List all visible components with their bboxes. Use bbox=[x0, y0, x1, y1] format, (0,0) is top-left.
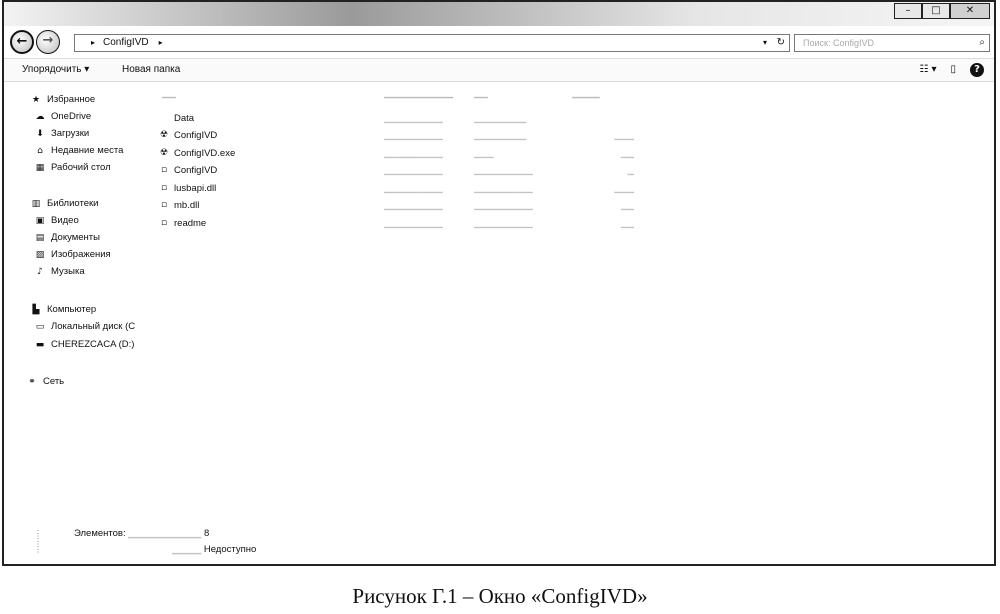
elements-dim-text: ▁▁▁▁▁▁▁▁▁▁ bbox=[128, 528, 204, 539]
file-type: ▁▁▁▁▁▁▁▁▁ bbox=[474, 218, 533, 228]
local-disk-icon: ▭ bbox=[35, 321, 45, 332]
file-type: ▁▁▁▁▁▁▁▁▁ bbox=[474, 200, 533, 210]
search-placeholder: Поиск: ConfigIVD bbox=[803, 38, 874, 48]
file-name: ▫ readme bbox=[158, 215, 206, 232]
elements-label: Элементов: bbox=[74, 528, 126, 539]
recent-places-icon: ⌂ bbox=[37, 145, 43, 156]
file-row-configivd-settings[interactable] bbox=[154, 162, 654, 179]
sidebar-item-onedrive[interactable]: ☁ OneDrive bbox=[35, 111, 92, 122]
figure-caption: Рисунок Г.1 – Окно «ConfigIVD» bbox=[352, 584, 648, 608]
forward-button[interactable]: → bbox=[36, 30, 60, 54]
file-row-readme[interactable] bbox=[154, 215, 654, 232]
file-date: ▁▁▁▁▁▁▁▁▁ bbox=[384, 218, 443, 228]
elements-count: 8 bbox=[203, 528, 210, 539]
breadcrumb-configivd[interactable]: ConfigIVD bbox=[103, 37, 149, 48]
details-icon: ⋮ ⋮ ⋮ bbox=[34, 529, 42, 554]
sidebar-item-video[interactable]: ▣ Видео bbox=[35, 215, 79, 226]
file-name: ☢ ConfigIVD bbox=[158, 127, 217, 144]
file-size: ▁▁▁ bbox=[614, 183, 634, 193]
file-name: ▫ lusbapi.dll bbox=[158, 180, 216, 197]
file-row-data[interactable] bbox=[154, 110, 654, 127]
views-icon[interactable]: ☷ ▾ bbox=[919, 64, 937, 75]
file-name: ☢ ConfigIVD.exe bbox=[158, 145, 235, 162]
file-date: ▁▁▁▁▁▁▁▁▁ bbox=[384, 130, 443, 140]
drive-icon: ▬ bbox=[35, 339, 45, 350]
file-row-lusbapi-dll[interactable] bbox=[154, 180, 654, 197]
close-button[interactable]: ✕ bbox=[950, 3, 990, 19]
file-name: ▫ mb.dll bbox=[158, 197, 199, 214]
toolbar-right bbox=[919, 59, 984, 81]
sidebar-item-recent-places[interactable]: ⌂ Недавние места bbox=[34, 145, 123, 156]
file-list bbox=[154, 86, 994, 526]
dll-file-icon: ▫ bbox=[160, 200, 168, 210]
network-icon: ⚭ bbox=[28, 376, 36, 387]
sidebar-item-drive-d[interactable]: ▬ CHEREZCACA (D:) bbox=[35, 339, 135, 350]
file-size: ▁ bbox=[627, 165, 634, 175]
sidebar-item-pictures[interactable]: ▨ Изображения bbox=[35, 249, 111, 260]
cloud-icon: ☁ bbox=[35, 111, 45, 122]
navigation-bar bbox=[4, 26, 994, 58]
organize-button[interactable]: Упорядочить ▾ bbox=[22, 64, 90, 75]
address-bar[interactable] bbox=[74, 34, 790, 52]
file-size: ▁▁▁ bbox=[614, 130, 634, 140]
download-icon: ⬇ bbox=[36, 128, 44, 139]
pictures-icon: ▨ bbox=[35, 249, 45, 260]
file-row-mb-dll[interactable] bbox=[154, 197, 654, 214]
exe-app-icon: ☢ bbox=[159, 148, 169, 158]
file-name: ▫ ConfigIVD bbox=[158, 162, 217, 179]
help-icon[interactable]: ? bbox=[970, 63, 984, 77]
new-folder-button[interactable]: Новая папка bbox=[122, 64, 181, 75]
config-app-icon: ☢ bbox=[159, 130, 169, 140]
libraries-icon: ▥ bbox=[31, 198, 41, 209]
window-controls bbox=[894, 3, 990, 19]
explorer-window bbox=[2, 0, 996, 566]
minimize-button[interactable]: – bbox=[894, 3, 922, 19]
state-value: Недоступно bbox=[203, 544, 257, 555]
sidebar-item-documents[interactable]: ▤ Документы bbox=[35, 232, 100, 243]
column-header-type[interactable]: ▁▁ bbox=[474, 88, 488, 98]
desktop-icon: ▦ bbox=[35, 162, 45, 173]
text-file-icon: ▫ bbox=[160, 218, 168, 228]
search-input[interactable] bbox=[794, 34, 990, 52]
sidebar-item-network[interactable]: ⚭ Сеть bbox=[26, 376, 64, 387]
sidebar-item-music[interactable]: ♪ Музыка bbox=[34, 266, 85, 277]
column-header-date[interactable]: ▁▁▁▁▁▁▁▁▁▁ bbox=[384, 88, 454, 98]
state-label: ▁▁▁▁ bbox=[172, 544, 204, 555]
computer-icon: ▙ bbox=[32, 304, 40, 315]
file-size: ▁▁ bbox=[620, 200, 634, 210]
details-pane bbox=[4, 522, 994, 566]
file-size: ▁▁ bbox=[620, 218, 634, 228]
file-date: ▁▁▁▁▁▁▁▁▁ bbox=[384, 113, 443, 123]
music-icon: ♪ bbox=[37, 266, 43, 277]
refresh-icon[interactable]: ↻ bbox=[776, 37, 785, 48]
address-dropdown-icon[interactable]: ▾ bbox=[762, 38, 767, 47]
sidebar-item-libraries[interactable]: ▥ Библиотеки bbox=[31, 198, 99, 209]
file-date: ▁▁▁▁▁▁▁▁▁ bbox=[384, 183, 443, 193]
file-row-configivd[interactable] bbox=[154, 127, 654, 144]
breadcrumb-arrow-icon[interactable]: ▸ bbox=[91, 38, 96, 47]
file-type: ▁▁▁▁▁▁▁▁ bbox=[474, 113, 527, 123]
sidebar-item-desktop[interactable]: ▦ Рабочий стол bbox=[35, 162, 111, 173]
maximize-button[interactable]: □ bbox=[922, 3, 950, 19]
details-state bbox=[172, 544, 256, 555]
breadcrumb-arrow-icon[interactable]: ▸ bbox=[158, 38, 163, 47]
file-name: Data bbox=[174, 113, 195, 124]
documents-icon: ▤ bbox=[35, 232, 45, 243]
file-date: ▁▁▁▁▁▁▁▁▁ bbox=[384, 200, 443, 210]
command-bar bbox=[4, 58, 994, 82]
navigation-pane bbox=[4, 86, 154, 526]
file-size: ▁▁ bbox=[620, 148, 634, 158]
file-type: ▁▁▁ bbox=[474, 148, 494, 158]
column-header-size[interactable]: ▁▁▁▁ bbox=[572, 88, 600, 98]
column-header-name[interactable]: ▁▁ bbox=[162, 88, 176, 98]
title-bar[interactable] bbox=[4, 2, 994, 26]
file-type: ▁▁▁▁▁▁▁▁▁ bbox=[474, 165, 533, 175]
preview-pane-icon[interactable]: ▯ bbox=[950, 64, 956, 75]
video-icon: ▣ bbox=[35, 215, 45, 226]
sidebar-item-local-disk[interactable]: ▭ Локальный диск (C bbox=[35, 321, 136, 332]
back-button[interactable]: ← bbox=[10, 30, 34, 54]
sidebar-item-downloads[interactable]: ⬇ Загрузки bbox=[34, 128, 89, 139]
settings-file-icon: ▫ bbox=[160, 165, 168, 175]
dll-file-icon: ▫ bbox=[160, 183, 168, 193]
star-icon: ★ bbox=[31, 94, 41, 105]
sidebar-item-computer[interactable]: ▙ Компьютер bbox=[30, 304, 96, 315]
sidebar-item-favorites[interactable]: ★ Избранное bbox=[31, 94, 96, 105]
details-elements bbox=[74, 528, 209, 539]
file-type: ▁▁▁▁▁▁▁▁ bbox=[474, 130, 527, 140]
file-date: ▁▁▁▁▁▁▁▁▁ bbox=[384, 165, 443, 175]
file-type: ▁▁▁▁▁▁▁▁▁ bbox=[474, 183, 533, 193]
search-icon[interactable]: ⌕ bbox=[979, 37, 985, 48]
file-date: ▁▁▁▁▁▁▁▁▁ bbox=[384, 148, 443, 158]
file-row-configivd-exe[interactable] bbox=[154, 145, 654, 162]
